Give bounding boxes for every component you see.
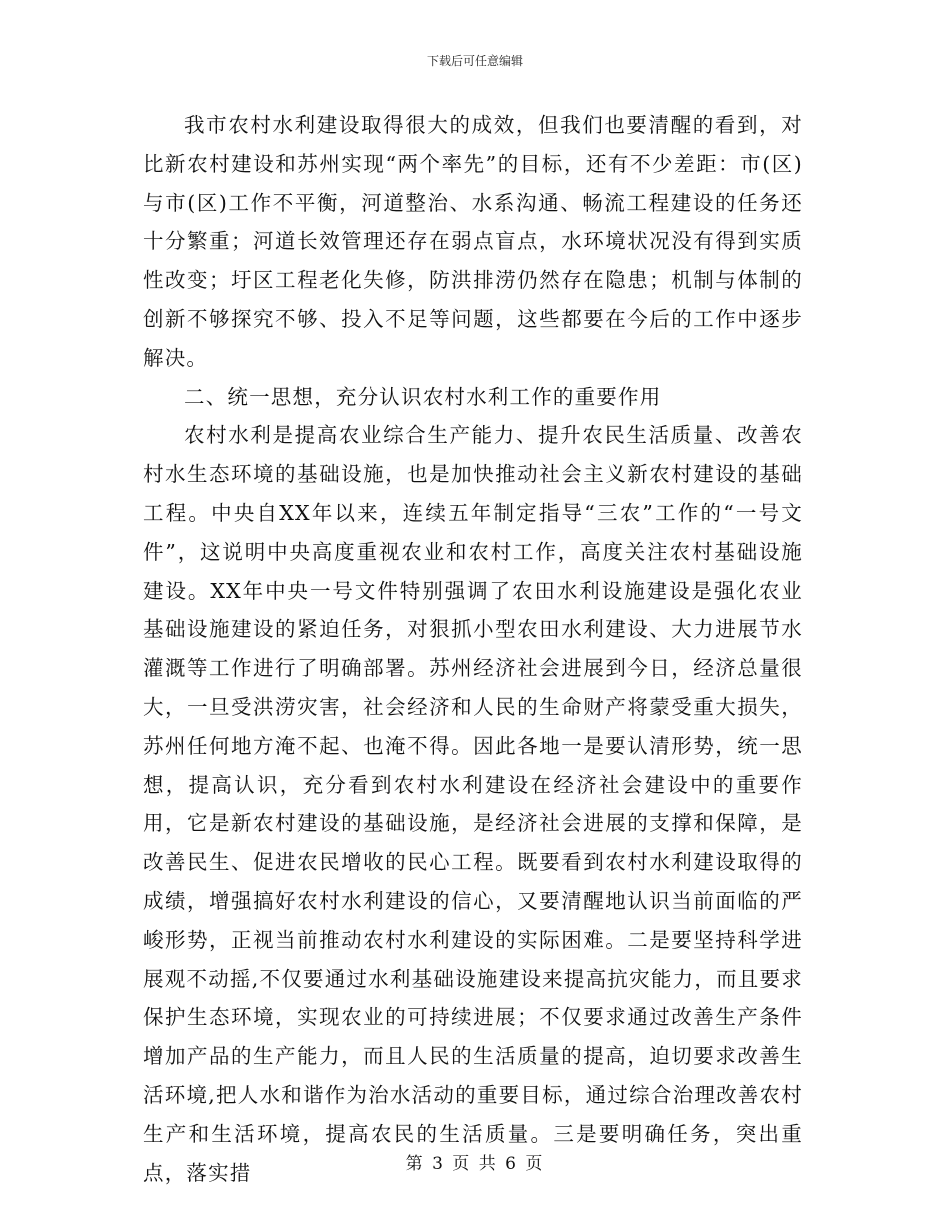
- paragraph-main: 农村水利是提高农业综合生产能力、提升农民生活质量、改善农村水生态环境的基础设施，也是加快推动社会主义新农村建设的基础工程。中央自XX年以来，连续五年制定指导“三农”工作的“一号文件”，这说明中央高度重视农业和农村工作，高度关注农村基础设施建设。XX年中央一号文件特别强调了农田水利设施建设是强化农业基础设施建设的紧迫任务，对狠抓小型农田水利建设、大力进展节水灌溉等工作进行了明确部署。苏州经济社会进展到今日，经济总量很大，一旦受洪涝灾害，社会经济和人民的生命财产将蒙受重大损失，苏州任何地方淹不起、也淹不得。因此各地一是要认清形势，统一思想，提高认识，充分看到农村水利建设在经济社会建设中的重要作用，它是新农村建设的基础设施，是经济社会进展的支撑和保障，是改善民生、促进农民增收的民心工程。既要看到农村水利建设取得的成绩，增强搞好农村水利建设的信心，又要清醒地认识当前面临的严峻形势，正视当前推动农村水利建设的实际困难。二是要坚持科学进展观不动摇,不仅要通过水利基础设施建设来提高抗灾能力，而且要求保护生态环境，实现农业的可持续进展；不仅要求通过改善生产条件增加产品的生产能力，而且人民的生活质量的提高，迫切要求改善生活环境,把人水和谐作为治水活动的重要目标，通过综合治理改善农村生产和生活环境，提高农民的生活质量。三是要明确任务，突出重点，落实措: [143, 423, 803, 1185]
- page-header: 下载后可任意编辑: [426, 54, 523, 68]
- paragraph-summary: 我市农村水利建设取得很大的成效，但我们也要清醒的看到，对比新农村建设和苏州实现“两个率先”的目标，还有不少差距：市(区)与市(区)工作不平衡，河道整治、水系沟通、畅流工程建设的任务还十分繁重；河道长效管理还存在弱点盲点，水环境状况没有得到实质性改变；圩区工程老化失修，防洪排涝仍然存在隐患；机制与体制的创新不够探究不够、投入不足等问题，这些都要在今后的工作中逐步解决。: [143, 113, 803, 370]
- page-number: 第 3 页 共 6 页: [405, 1154, 545, 1174]
- section-heading: 二、统一思想，充分认识农村水利工作的重要作用: [184, 384, 662, 409]
- document-body: [143, 106, 803, 1192]
